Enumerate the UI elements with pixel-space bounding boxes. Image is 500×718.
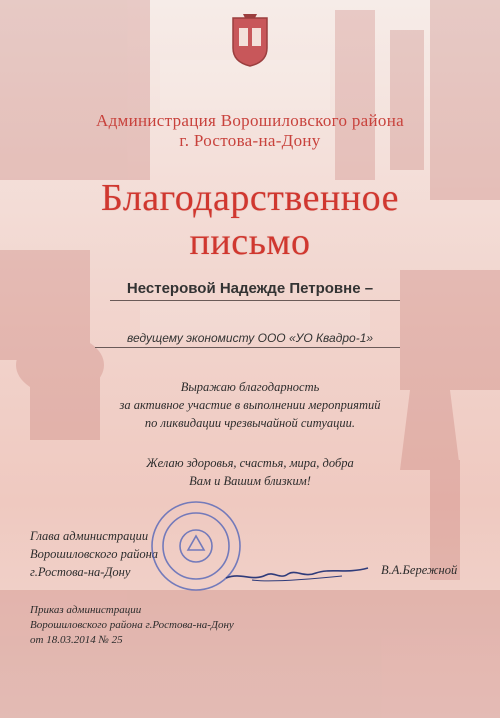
order-line-3: от 18.03.2014 № 25	[30, 634, 123, 646]
recipient-underline	[110, 300, 400, 301]
order-line-1: Приказ администрации	[30, 604, 142, 616]
signer-title-line-1: Глава администрации	[30, 529, 149, 543]
gratitude-line-1: Выражаю благодарность	[180, 380, 320, 394]
document-title: Благодарственное	[101, 177, 399, 219]
signer-title	[30, 527, 158, 581]
gratitude-paragraph	[0, 378, 500, 432]
signer-title-line-2: Ворошиловского района	[30, 547, 159, 561]
order-line-2: Ворошиловского района г.Ростова-на-Дону	[30, 619, 234, 631]
administration-name: Администрация Ворошиловского района	[96, 111, 404, 130]
handwritten-signature	[222, 562, 372, 588]
wishes-line-2: Вам и Вашим близким!	[189, 474, 311, 488]
coat-of-arms-icon	[231, 14, 269, 68]
wishes-line-1: Желаю здоровья, счастья, мира, добра	[146, 456, 354, 470]
recipient-position: ведущему экономисту ООО «УО Квадро-1»	[126, 331, 374, 345]
administration-city: г. Ростова-на-Дону	[179, 131, 321, 150]
gratitude-line-3: по ликвидации чрезвычайной ситуации.	[144, 416, 356, 430]
recipient-name: Нестеровой Надежде Петровне –	[126, 280, 374, 297]
signer-title-line-3: г.Ростова-на-Дону	[30, 565, 131, 579]
order-reference	[30, 603, 234, 648]
wishes-paragraph	[0, 454, 500, 490]
document-title-second-line: письмо	[189, 221, 311, 263]
signer-name: В.А.Бережной	[381, 563, 458, 577]
position-underline	[95, 347, 400, 348]
gratitude-line-2: за активное участие в выполнении мероприятий	[119, 398, 381, 412]
